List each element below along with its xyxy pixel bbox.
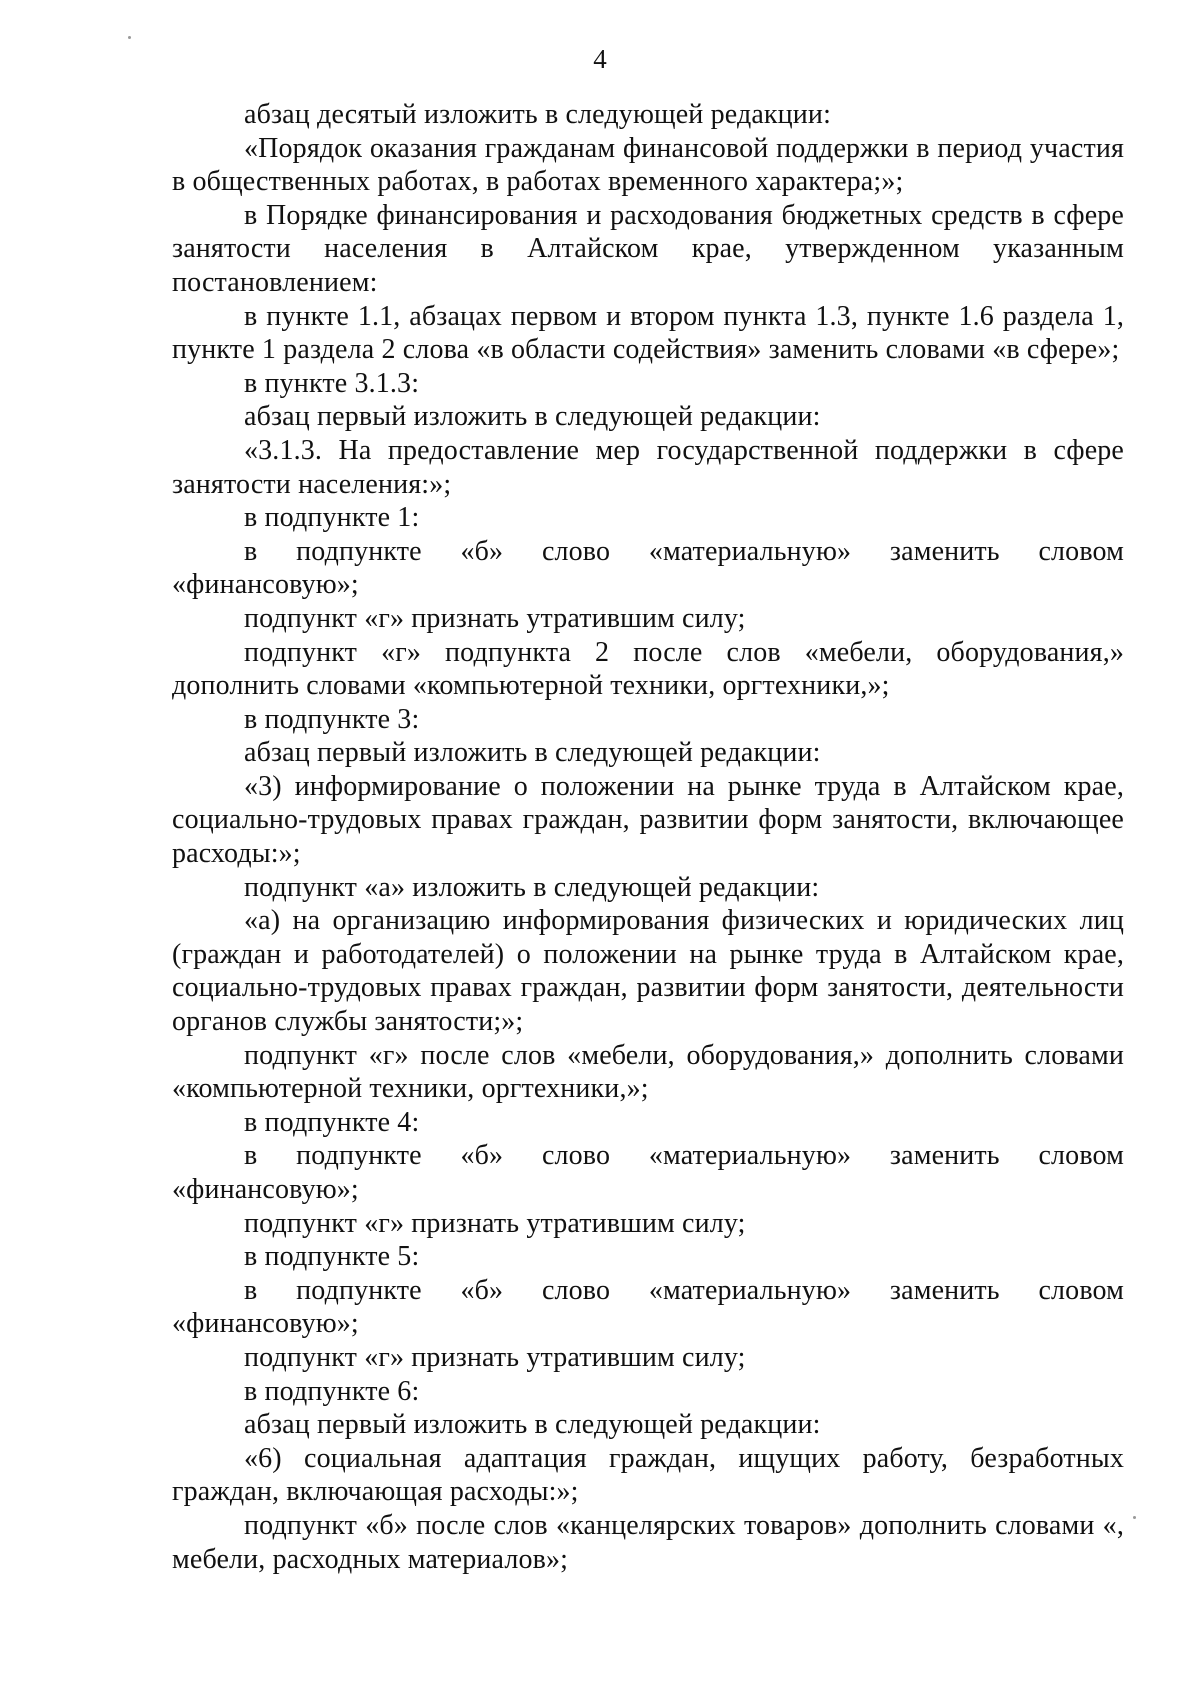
paragraph: подпункт «г» признать утратившим силу; bbox=[244, 1207, 746, 1239]
paragraph: в подпункте 4: bbox=[244, 1106, 420, 1138]
scan-artifact bbox=[1133, 1516, 1136, 1519]
paragraph: подпункт «г» подпункта 2 после слов «мебели, оборудования,» дополнить словами «компьютерной техники, оргтехники,»; bbox=[172, 636, 1124, 702]
paragraph: «3.1.3. На предоставление мер государственной поддержки в сфере занятости населения:»; bbox=[172, 434, 1124, 500]
paragraph: в Порядке финансирования и расходования бюджетных средств в сфере занятости населения в Алтайском крае, утвержденном указанным постановлением: bbox=[172, 199, 1124, 298]
paragraph: абзац первый изложить в следующей редакции: bbox=[244, 1409, 821, 1441]
paragraph: «Порядок оказания гражданам финансовой поддержки в период участия в общественных работах, в работах временного характера;»; bbox=[172, 132, 1124, 198]
paragraph: подпункт «а» изложить в следующей редакции: bbox=[244, 871, 820, 903]
paragraph: подпункт «г» признать утратившим силу; bbox=[244, 1341, 746, 1373]
paragraph: «6) социальная адаптация граждан, ищущих работу, безработных граждан, включающая расходы:»; bbox=[172, 1442, 1124, 1508]
document-body bbox=[172, 98, 1124, 1576]
paragraph: подпункт «г» признать утратившим силу; bbox=[244, 602, 746, 634]
paragraph: подпункт «б» после слов «канцелярских товаров» дополнить словами «, мебели, расходных материалов»; bbox=[172, 1509, 1124, 1575]
paragraph: абзац первый изложить в следующей редакции: bbox=[244, 401, 821, 433]
scan-artifact bbox=[128, 36, 131, 39]
paragraph: в подпункте 6: bbox=[244, 1375, 420, 1407]
paragraph: в подпункте 1: bbox=[244, 502, 420, 534]
paragraph: «3) информирование о положении на рынке труда в Алтайском крае, социально-трудовых правах граждан, развитии форм занятости, включающее расходы:»; bbox=[172, 770, 1124, 870]
paragraph: абзац первый изложить в следующей редакции: bbox=[244, 737, 821, 769]
paragraph: подпункт «г» после слов «мебели, оборудования,» дополнить словами «компьютерной техники, оргтехники,»; bbox=[172, 1039, 1124, 1105]
paragraph: в пункте 3.1.3: bbox=[244, 367, 420, 399]
paragraph: в подпункте «б» слово «материальную» заменить словом «финансовую»; bbox=[172, 1274, 1124, 1340]
paragraph: «а) на организацию информирования физических и юридических лиц (граждан и работодателей) о положении на рынке труда в Алтайском крае, социально-трудовых правах граждан, развитии форм занятости, деятельности органов службы занятости;»; bbox=[172, 905, 1124, 1038]
page-number: 4 bbox=[593, 44, 607, 74]
paragraph: в пункте 1.1, абзацах первом и втором пункта 1.3, пункте 1.6 раздела 1, пункте 1 раздела 2 слова «в области содействия» заменить словами «в сфере»; bbox=[172, 300, 1124, 366]
paragraph: в подпункте 3: bbox=[244, 703, 420, 735]
paragraph: абзац десятый изложить в следующей редакции: bbox=[244, 99, 831, 130]
paragraph: в подпункте 5: bbox=[244, 1241, 420, 1273]
paragraph: в подпункте «б» слово «материальную» заменить словом «финансовую»; bbox=[172, 535, 1124, 601]
paragraph: в подпункте «б» слово «материальную» заменить словом «финансовую»; bbox=[172, 1140, 1124, 1205]
